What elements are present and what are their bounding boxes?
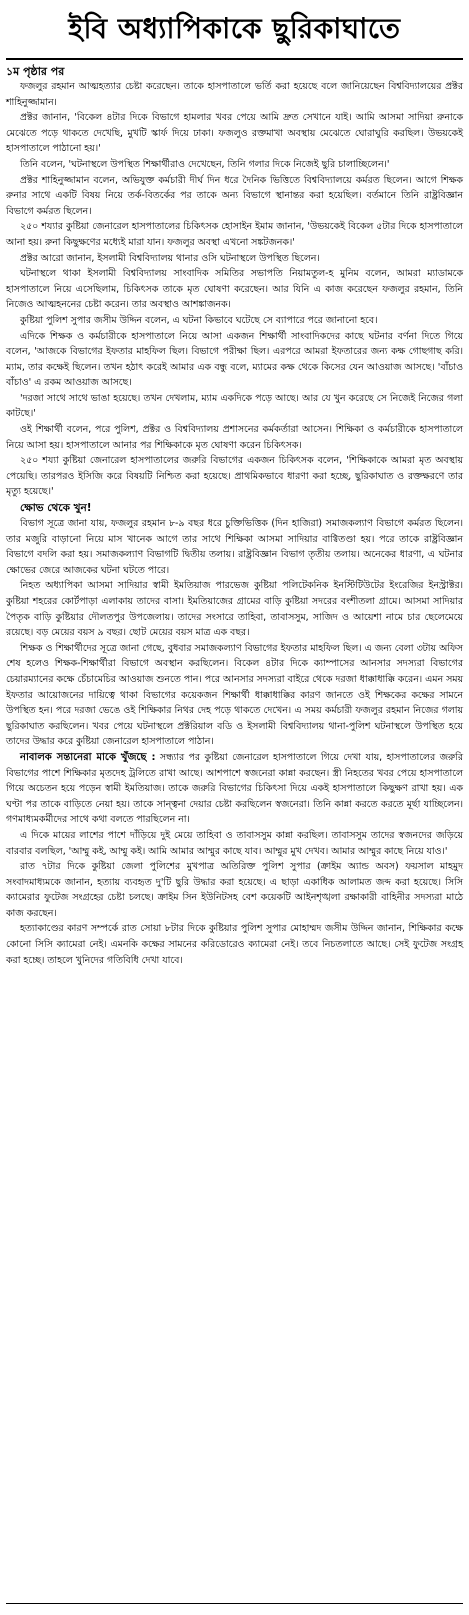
- article-paragraph: এ দিকে মায়ের লাশের পাশে দাঁড়িয়ে দুই মেয়ে তাহিবা ও তাবাসসুম কান্না করছিল। তাবাসসুম তাদের স্বজনদের জড়িয়ে বারবার বলছিল, 'আম্মু কই, আম্মু কই। আমি আমার আম্মুর কাছে যাব। আম্মুর মুখ দেখব। আমার আম্মুর কাছে নিয়ে যাও।': [6, 829, 463, 857]
- article-paragraph: প্রক্টর শাহিনুজ্জামান বলেন, অভিযুক্ত কর্মচারী দীর্ঘ দিন ধরে দৈনিক ভিত্তিতে বিশ্ববিদ্যালয়ে কর্মরত ছিলেন। আগে শিক্ষক রুনার সাথে একটি বিষয় নিয়ে তর্ক-বিতর্কের পর তাকে অন্য বিভাগে স্থানান্তর করা হয়েছিল। বর্তমানে তিনি রাষ্ট্রবিজ্ঞান বিভাগে কর্মরত ছিলেন।: [6, 174, 463, 217]
- article-paragraph: ২৫০ শয্যার কুষ্টিয়া জেনারেল হাসপাতালের চিকিৎসক হোসাইন ইমাম জানান, 'উভয়কেই বিকেল ৫টার দিকে হাসপাতালে আনা হয়। রুনা কিছুক্ষণের মধ্যেই মারা যান। ফজলুর অবস্থা এখনো সঙ্কটজনক।': [6, 221, 463, 248]
- article-paragraph: প্রক্টর আরো জানান, ইসলামী বিশ্ববিদ্যালয় থানার ওসি ঘটনাস্থলে উপস্থিত ছিলেন।: [20, 252, 320, 264]
- subheading: ক্ষোভ থেকে খুন!: [20, 502, 92, 515]
- headline-rule: [6, 58, 463, 60]
- inline-lead-heading: নাবালক সন্তানেরা মাকে খুঁজছে :: [20, 751, 156, 763]
- article-paragraph: ফজলুর রহমান আত্মহত্যার চেষ্টা করেছেন। তাকে হাসপাতালে ভর্তি করা হয়েছে বলে জানিয়েছেন বিশ্ববিদ্যালয়ের প্রক্টর শাহিনুজ্জামান।: [6, 81, 463, 108]
- article-paragraph: 'দরজা সাথে সাথে ভাঙা হয়েছে। তখন দেখলাম, ম্যাম একদিকে পড়ে আছে। আর যে খুন করেছে সে নিজেই নিজের গলা কাটছে।': [6, 392, 463, 420]
- article-paragraph-with-lead: [6, 750, 463, 828]
- continued-from-label: ১ম পৃষ্ঠার পর: [6, 65, 65, 78]
- lead-paragraph-text: সন্ধ্যার পর কুষ্টিয়া জেনারেল হাসপাতালে গিয়ে দেখা যায়, হাসপাতালের জরুরি বিভাগের পাশে শিক্ষিকার মৃতদেহ ট্রলিতে রাখা আছে। আশপাশে স্বজনেরা কান্না করছেন। স্ত্রী নিহতের খবর পেয়ে হাসপাতালে গিয়ে অচেতন হয়ে পড়েন স্বামী ইমতিয়াজ। তাকে জরুরি বিভাগের চিকিৎসা দিয়ে একই হাসপাতালে কিছুক্ষণ রাখা হয়। এক ঘণ্টা পর তাকে বাড়িতে নেয়া হয়। তাকে সান্ত্বনা দেয়ার চেষ্টা করছিলেন স্বজনেরা। তিনি কান্না করতে করতে মূর্ছা যাচ্ছিলেন। গণমাধ্যমকর্মীদের সাথে কথা বলতে পারছিলেন না।: [6, 751, 463, 826]
- article-paragraph: ওই শিক্ষার্থী বলেন, পরে পুলিশ, প্রক্টর ও বিশ্ববিদ্যালয় প্রশাসনের কর্মকর্তারা আসেন। শিক্ষিকা ও কর্মচারীকে হাসপাতালে নিয়ে আসা হয়। হাসপাতালে আনার পর শিক্ষিকাকে মৃত ঘোষণা করেন চিকিৎসক।: [6, 424, 463, 451]
- article-paragraph: বিভাগ সূত্রে জানা যায়, ফজলুর রহমান ৮-৯ বছর ধরে চুক্তিভিত্তিক (দিন হাজিরা) সমাজকল্যাণ বিভাগে কর্মরত ছিলেন। তার মজুরি বাড়ানো নিয়ে মাস খানেক আগে তার সাথে শিক্ষিকা আসমা সাদিয়ার বাগ্বিতণ্ডা হয়। পরে তাকে রাষ্ট্রবিজ্ঞান বিভাগে বদলি করা হয়। সমাজকল্যাণ বিভাগটি দ্বিতীয় তলায়। রাষ্ট্রবিজ্ঞান বিভাগ তৃতীয় তলায়। অনেকের ধারণা, এ ঘটনার ক্ষোভের জেরে আজকের ঘটনা ঘটতে পারে।: [6, 518, 463, 576]
- article-paragraph: কুষ্টিয়া পুলিশ সুপার জসীম উদ্দিন বলেন, এ ঘটনা কিভাবে ঘটেছে সে ব্যাপারে পরে জানানো হবে।: [20, 314, 378, 326]
- article-paragraph: ঘটনাস্থলে থাকা ইসলামী বিশ্ববিদ্যালয় সাংবাদিক সমিতির সভাপতি নিয়ামতুল-হ মুনিম বলেন, আমরা ম্যাডামকে হাসপাতালে নিয়ে এসেছিলাম, চিকিৎসক তাকে মৃত ঘোষণা করেছেন। আর যিনি এ কাজ করেছেন ফজলুর রহমান, তিনি নিজেও আত্মহননের চেষ্টা করেন। তার অবস্থাও আশঙ্কাজনক।: [6, 268, 463, 311]
- article-paragraph: রাত ৭টার দিকে কুষ্টিয়া জেলা পুলিশের মুখপাত্র অতিরিক্ত পুলিশ সুপার (ক্রাইম অ্যান্ড অবস) ফয়সাল মাহমুদ সংবাদমাধ্যমকে জানান, হত্যায় ব্যবহৃত দু'টি ছুরি উদ্ধার করা হয়েছে। এ ছাড়া একাধিক আলামত জব্দ করা হয়েছে। সিসি ক্যামেরার ফুটেজ সংগ্রহের চেষ্টা চলছে। ক্রাইম সিন ইউনিটসহ বেশ কয়েকটি আইনশৃঙ্খলা রক্ষাকারী বাহিনীর সদস্যরা মাঠে কাজ করছেন।: [6, 861, 463, 919]
- headline: ইবি অধ্যাপিকাকে ছুরিকাঘাতে: [68, 12, 401, 45]
- article-paragraph: শিক্ষক ও শিক্ষার্থীদের সূত্রে জানা গেছে, বুধবার সমাজকল্যাণ বিভাগের ইফতার মাহফিল ছিল। এ জন্য বেলা ৩টায় অফিস শেষ হলেও শিক্ষক-শিক্ষার্থীরা বিভাগে অবস্থান করছিলেন। বিকেল ৪টার দিকে ক্যাম্পাসের আনসার সদস্যরা বিভাগের চেয়ারম্যানের কক্ষে চেঁচামেচির আওয়াজ শুনতে পান। পরে আনসার সদস্যরা বাইরে থেকে দরজা ধাক্কাধাক্কি করেন। এমন সময় ইফতার আয়োজনের দায়িত্বে থাকা বিভাগের কয়েকজন শিক্ষার্থী ধাক্কাধাক্কির কারণ জানতে ওই শিক্ষকের কক্ষের সামনে উপস্থিত হন। পরে দরজা ভেঙে ওই শিক্ষিকার নিথর দেহ পড়ে থাকতে দেখেন। এ সময় কর্মচারী ফজলুর রহমান নিজের গলায় ছুরিকাঘাত করছিলেন। খবর পেয়ে ঘটনাস্থলে প্রক্টরিয়াল বডি ও ইসলামী বিশ্ববিদ্যালয় থানা-পুলিশ ঘটনাস্থলে উপস্থিত হয়ে তাদের উদ্ধার করে কুষ্টিয়া জেনারেল হাসপাতালে পাঠান।: [6, 642, 463, 748]
- article-paragraph: নিহত অধ্যাপিকা আসমা সাদিয়ার স্বামী ইমতিয়াজ পারভেজ কুষ্টিয়া পলিটেকনিক ইনস্টিটিউটের ইংরেজির ইনস্ট্রাক্টর। কুষ্টিয়া শহরের কোর্টপাড়া এলাকায় তাদের বাসা। ইমতিয়াজের গ্রামের বাড়ি কুষ্টিয়া সদরের বংশীতলা গ্রামে। আসমা সাদিয়ার পৈতৃক বাড়ি কুষ্টিয়ার দৌলতপুর উপজেলায়। তাদের সংসারে তাহিবা, তাবাসসুম, সাজিদ ও আয়েশা নামে চার ছেলেমেয়ে রয়েছে। বড় মেয়ের বয়স ৯ বছর। ছোট মেয়ের বয়স মাত্র এক বছর।: [6, 580, 463, 639]
- article-paragraph: হত্যাকাণ্ডের কারণ সম্পর্কে রাত সোয়া ৮টার দিকে কুষ্টিয়ার পুলিশ সুপার মোহাম্মদ জসীম উদ্দিন জানান, শিক্ষিকার কক্ষে কোনো সিসি ক্যামেরা নেই। এমনকি কক্ষের সামনের করিডোরেও ক্যামেরা নেই। তবে নিচতলাতে আছে। সেই ফুটেজ সংগ্রহ করা হচ্ছে। তাহলে খুনিদের গতিবিধি দেখা যাবে।: [6, 923, 463, 966]
- bottom-divider: [6, 1603, 463, 1612]
- article-paragraph: প্রক্টর জানান, 'বিকেল ৪টার দিকে বিভাগে হামলার খবর পেয়ে আমি দ্রুত সেখানে যাই। আমি আসমা সাদিয়া রুনাকে মেঝেতে পড়ে থাকতে দেখেছি, মুখটি স্কার্ফ দিয়ে ঢাকা। ফজলুও রক্তমাখা অবস্থায় মেঝেতে ঘোরাঘুরি করছিল। উভয়কেই হাসপাতালে পাঠানো হয়।': [6, 112, 463, 155]
- article-paragraph: তিনি বলেন, 'ঘটনাস্থলে উপস্থিত শিক্ষার্থীরাও দেখেছেন, তিনি গলার দিকে নিজেই ছুরি চালাচ্ছিলেন।': [20, 158, 390, 170]
- article-paragraph: ২৫০ শয্যা কুষ্টিয়া জেনারেল হাসপাতালের জরুরি বিভাগের একজন চিকিৎসক বলেন, 'শিক্ষিকাকে আমরা মৃত অবস্থায় পেয়েছি। তারপরও ইসিজি করে বিষয়টি নিশ্চিত করা হয়েছে। প্রাথমিকভাবে ধারণা করা হচ্ছে, ছুরিকাঘাত ও রক্তক্ষরণে তার মৃত্যু হয়েছে।': [6, 455, 463, 498]
- article-paragraph: এদিকে শিক্ষক ও কর্মচারীকে হাসপাতালে নিয়ে আসা একজন শিক্ষার্থী সাংবাদিকদের কাছে ঘটনার বর্ণনা দিতে গিয়ে বলেন, 'আজকে বিভাগের ইফতার মাহফিল ছিল। বিভাগে পরীক্ষা ছিল। এরপরে আমরা ইফতারের জন্য কক্ষ গোছগাছ করি। ম্যাম, তার কক্ষেই ছিলেন। তখন হঠাৎ করেই আমার এক বন্ধু বলে, ম্যামের কক্ষ থেকে কিসের যেন আওয়াজ আসছে। 'বাঁচাও বাঁচাও' এ রকম আওয়াজ আসছে।: [6, 330, 463, 389]
